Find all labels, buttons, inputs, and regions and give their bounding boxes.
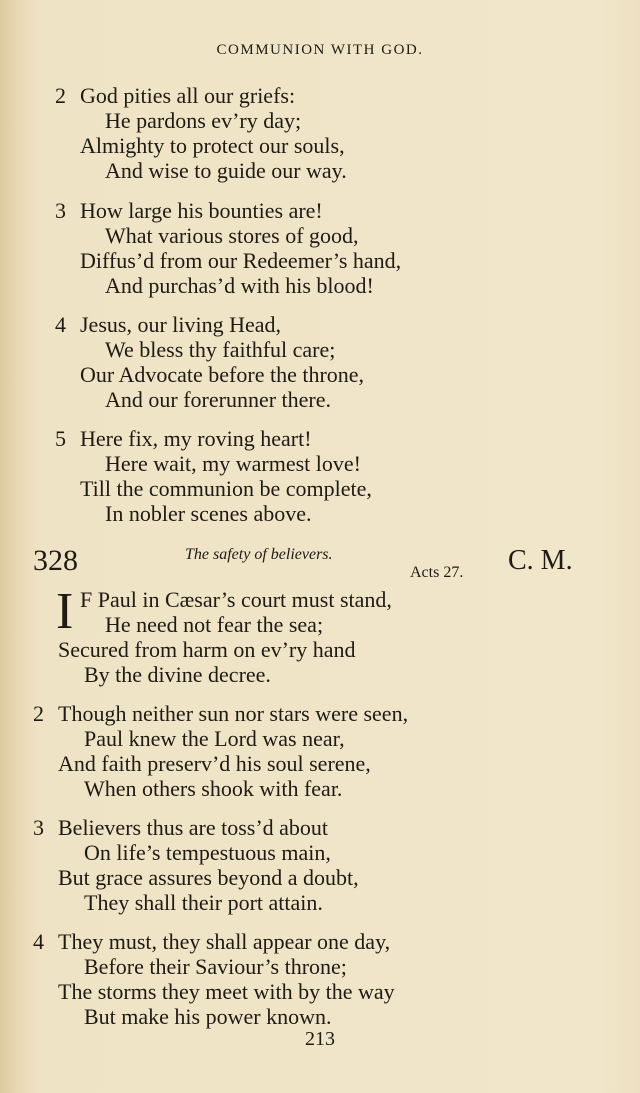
verse-line: But make his power known. xyxy=(84,1004,332,1029)
verse-line: Diffus’d from our Redeemer’s hand, xyxy=(80,248,402,273)
drop-cap: I xyxy=(56,583,74,640)
verse-number: 5 xyxy=(55,426,66,451)
verse-line: How large his bounties are! xyxy=(80,198,323,223)
verse-line: Believers thus are toss’d about xyxy=(58,815,329,840)
running-header: COMMUNION WITH GOD. xyxy=(216,42,424,58)
verse-line: Before their Saviour’s throne; xyxy=(84,954,347,979)
verse-line: Here fix, my roving heart! xyxy=(80,426,312,451)
scripture-reference: Acts 27. xyxy=(410,564,464,581)
verse-line: Secured from harm on ev’ry hand xyxy=(58,637,356,662)
verse-line: We bless thy faithful care; xyxy=(105,337,336,362)
verse-line: By the divine decree. xyxy=(84,662,271,687)
verse-line: Here wait, my warmest love! xyxy=(105,451,361,476)
verse-line: God pities all our griefs: xyxy=(80,83,296,108)
verse-line: What various stores of good, xyxy=(105,223,359,248)
verse-line: The storms they meet with by the way xyxy=(58,979,395,1004)
verse-line: And our forerunner there. xyxy=(105,387,332,412)
page-number: 213 xyxy=(305,1028,335,1050)
verse-line: When others shook with fear. xyxy=(84,776,343,801)
verse-line: Jesus, our living Head, xyxy=(80,312,282,337)
verse-line: He pardons ev’ry day; xyxy=(105,108,302,133)
verse-line: F Paul in Cæsar’s court must stand, xyxy=(80,587,392,612)
verse-line: And faith preserv’d his soul serene, xyxy=(58,751,371,776)
verse-number: 2 xyxy=(33,701,44,726)
hymn-title: The safety of believers. xyxy=(185,546,333,563)
verse-number: 3 xyxy=(55,198,66,223)
verse-line: In nobler scenes above. xyxy=(105,501,312,526)
verse-line: Till the communion be complete, xyxy=(80,476,372,501)
hymn-meter: C. M. xyxy=(508,545,573,576)
verse-line: Almighty to protect our souls, xyxy=(80,133,345,158)
verse-number: 2 xyxy=(55,83,66,108)
verse-number: 4 xyxy=(33,929,44,954)
verse-line: But grace assures beyond a doubt, xyxy=(58,865,359,890)
verse-line: And purchas’d with his blood! xyxy=(105,273,374,298)
verse-number: 3 xyxy=(33,815,44,840)
verse-line: On life’s tempestuous main, xyxy=(84,840,331,865)
verse-line: Our Advocate before the throne, xyxy=(80,362,365,387)
hymn-number: 328 xyxy=(33,544,78,577)
verse-line: They shall their port attain. xyxy=(84,890,323,915)
verse-line: Though neither sun nor stars were seen, xyxy=(58,701,409,726)
verse-line: And wise to guide our way. xyxy=(105,158,347,183)
verse-line: They must, they shall appear one day, xyxy=(58,929,391,954)
verse-number: 4 xyxy=(55,312,66,337)
verse-line: He need not fear the sea; xyxy=(105,612,324,637)
verse-line: Paul knew the Lord was near, xyxy=(84,726,345,751)
